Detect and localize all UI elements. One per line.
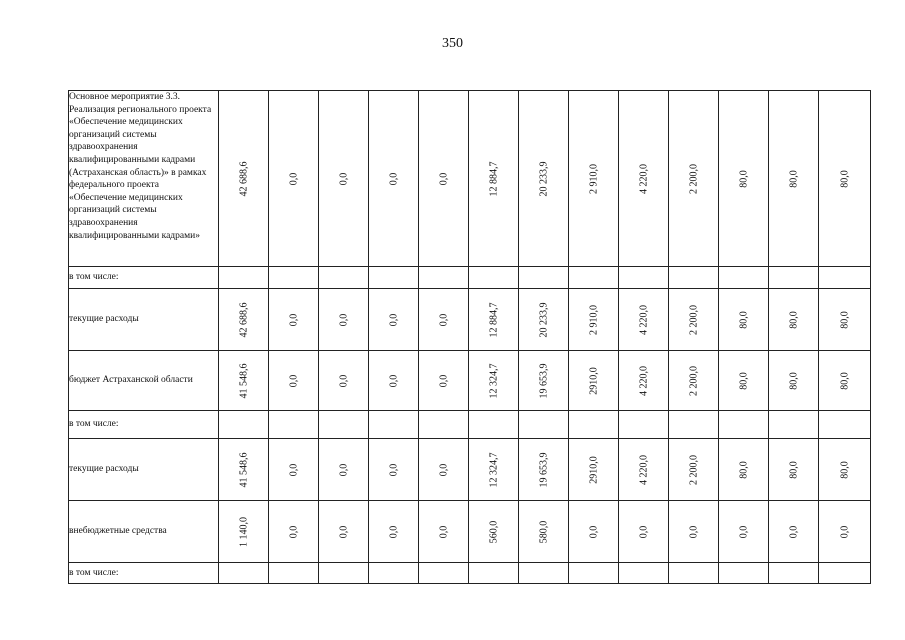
value-cell [319,501,369,563]
value-cell [219,563,269,584]
value-text: 0,0 [839,525,850,538]
budget-table-body [69,91,871,584]
value-text: 0,0 [338,172,349,185]
value-cell [219,267,269,289]
value-cell [369,267,419,289]
value-cell [469,351,519,411]
value-cell [469,439,519,501]
value-text: 2 200,0 [688,454,699,485]
value-cell [719,439,769,501]
value-cell [319,411,369,439]
value-text: 4 220,0 [638,365,649,396]
value-cell [269,351,319,411]
value-cell [769,289,819,351]
value-cell [419,91,469,267]
value-cell [619,351,669,411]
value-text: 12 324,7 [488,363,499,398]
row-label: Основное мероприятие 3.3. Реализация регионального проекта «Обеспечение медицинских организаций системы здравоохранения квалифицированными кадрами (Астраханская область)» в рамках федерального проекта «Обеспечение медицинских организаций системы здравоохранения квалифицированными кадрами» [69,91,219,267]
value-text: 0,0 [588,525,599,538]
table-row [69,289,871,351]
value-cell [469,289,519,351]
value-text: 1 140,0 [238,516,249,547]
value-text: 80,0 [788,310,799,329]
value-text: 12 324,7 [488,452,499,487]
value-text: 80,0 [839,371,850,390]
value-text: 80,0 [839,169,850,188]
value-text: 580,0 [538,520,549,543]
value-cell [269,267,319,289]
value-text: 80,0 [738,310,749,329]
page-number: 350 [442,36,463,51]
value-cell [369,91,419,267]
value-text: 41 548,6 [238,452,249,487]
value-cell [319,351,369,411]
value-cell [319,91,369,267]
value-cell [369,411,419,439]
value-text: 41 548,6 [238,363,249,398]
value-text: 0,0 [438,313,449,326]
value-cell [819,439,871,501]
value-cell [219,91,269,267]
value-cell [369,289,419,351]
value-text: 0,0 [388,463,399,476]
budget-table [68,90,871,584]
value-cell [669,267,719,289]
value-cell [569,267,619,289]
value-cell [719,411,769,439]
value-text: 80,0 [738,371,749,390]
value-text: 0,0 [288,463,299,476]
value-text: 0,0 [288,172,299,185]
value-text: 2 910,0 [588,304,599,335]
row-label: текущие расходы [69,289,219,351]
value-cell [419,289,469,351]
value-cell [819,563,871,584]
value-text: 0,0 [438,525,449,538]
value-cell [769,411,819,439]
value-text: 0,0 [288,525,299,538]
value-cell [669,501,719,563]
value-cell [369,439,419,501]
value-text: 0,0 [438,374,449,387]
value-text: 0,0 [688,525,699,538]
value-cell [319,439,369,501]
value-cell [669,563,719,584]
value-text: 0,0 [338,313,349,326]
value-cell [569,91,619,267]
value-cell [569,289,619,351]
value-cell [419,563,469,584]
value-text: 0,0 [288,374,299,387]
value-text: 2910,0 [588,366,599,395]
value-cell [719,267,769,289]
value-text: 0,0 [388,525,399,538]
value-cell [719,563,769,584]
value-text: 12 884,7 [488,302,499,337]
value-cell [819,351,871,411]
value-text: 2 200,0 [688,304,699,335]
value-cell [519,439,569,501]
value-cell [769,439,819,501]
value-text: 80,0 [839,310,850,329]
value-cell [219,351,269,411]
value-cell [769,351,819,411]
value-cell [569,351,619,411]
value-cell [819,267,871,289]
row-label: текущие расходы [69,439,219,501]
value-cell [269,91,319,267]
table-row [69,439,871,501]
value-text: 0,0 [338,374,349,387]
value-cell [369,351,419,411]
value-text: 4 220,0 [638,304,649,335]
value-cell [269,289,319,351]
value-cell [469,411,519,439]
value-cell [619,91,669,267]
value-cell [719,351,769,411]
value-text: 0,0 [638,525,649,538]
value-cell [669,289,719,351]
value-text: 19 653,9 [538,363,549,398]
value-text: 42 688,6 [238,161,249,196]
value-text: 0,0 [288,313,299,326]
table-row [69,411,871,439]
value-cell [519,91,569,267]
value-cell [219,501,269,563]
value-cell [669,351,719,411]
value-cell [619,501,669,563]
table-row [69,267,871,289]
value-cell [369,563,419,584]
value-cell [769,563,819,584]
value-cell [319,267,369,289]
value-text: 560,0 [488,520,499,543]
value-text: 12 884,7 [488,161,499,196]
value-text: 42 688,6 [238,302,249,337]
value-text: 4 220,0 [638,454,649,485]
table-row [69,563,871,584]
value-cell [769,267,819,289]
value-cell [719,289,769,351]
value-cell [719,501,769,563]
value-text: 20 233,9 [538,302,549,337]
value-cell [519,351,569,411]
value-cell [569,439,619,501]
value-cell [219,439,269,501]
value-text: 0,0 [788,525,799,538]
value-cell [469,91,519,267]
value-cell [369,501,419,563]
value-cell [769,91,819,267]
value-cell [519,501,569,563]
value-cell [619,411,669,439]
value-cell [319,563,369,584]
value-cell [769,501,819,563]
table-row [69,501,871,563]
value-cell [519,411,569,439]
value-cell [619,439,669,501]
value-text: 80,0 [788,371,799,390]
value-text: 0,0 [338,463,349,476]
table-row [69,351,871,411]
value-cell [819,289,871,351]
value-text: 0,0 [738,525,749,538]
value-cell [269,501,319,563]
value-text: 2 200,0 [688,365,699,396]
value-text: 20 233,9 [538,161,549,196]
value-cell [619,563,669,584]
value-cell [419,267,469,289]
value-text: 2 910,0 [588,163,599,194]
value-text: 0,0 [388,172,399,185]
value-cell [469,501,519,563]
value-cell [519,267,569,289]
value-text: 0,0 [338,525,349,538]
row-label: внебюджетные средства [69,501,219,563]
value-cell [619,267,669,289]
row-label: в том числе: [69,267,219,289]
value-text: 4 220,0 [638,163,649,194]
value-cell [519,563,569,584]
value-cell [619,289,669,351]
value-text: 80,0 [788,169,799,188]
value-cell [519,289,569,351]
value-cell [819,91,871,267]
value-cell [269,439,319,501]
value-cell [569,411,619,439]
value-cell [819,411,871,439]
value-cell [419,351,469,411]
value-cell [419,501,469,563]
value-text: 0,0 [438,172,449,185]
value-cell [269,411,319,439]
value-cell [719,91,769,267]
value-cell [419,439,469,501]
value-cell [569,501,619,563]
value-cell [419,411,469,439]
row-label: бюджет Астраханской области [69,351,219,411]
value-text: 2 200,0 [688,163,699,194]
value-text: 80,0 [738,460,749,479]
value-cell [569,563,619,584]
value-text: 0,0 [388,374,399,387]
value-cell [669,91,719,267]
value-text: 0,0 [388,313,399,326]
row-label: в том числе: [69,411,219,439]
value-text: 80,0 [839,460,850,479]
value-cell [219,411,269,439]
value-cell [269,563,319,584]
value-text: 80,0 [738,169,749,188]
value-text: 2910,0 [588,455,599,484]
value-cell [819,501,871,563]
value-cell [319,289,369,351]
table-row [69,91,871,267]
value-cell [469,563,519,584]
value-text: 19 653,9 [538,452,549,487]
value-text: 0,0 [438,463,449,476]
value-cell [469,267,519,289]
value-cell [669,439,719,501]
value-cell [669,411,719,439]
row-label: в том числе: [69,563,219,584]
value-text: 80,0 [788,460,799,479]
value-cell [219,289,269,351]
